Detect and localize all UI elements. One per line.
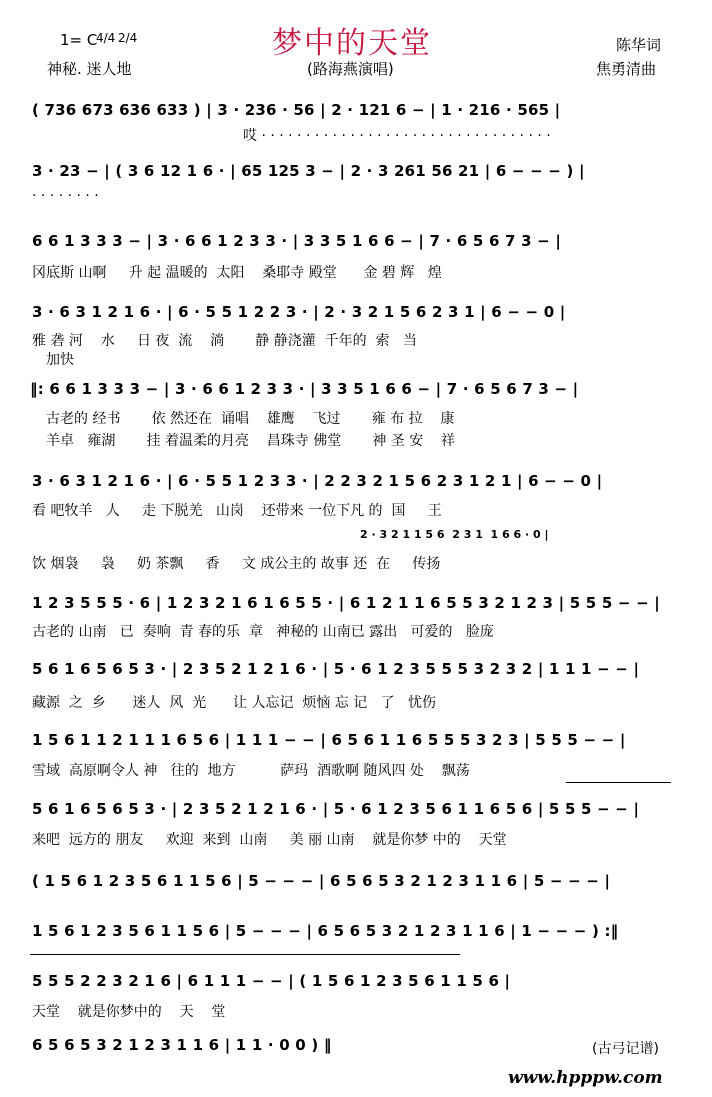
score-row-1-notes: ( 736 673 636 633 ) | 3 · 236 · 56 | 2 · 121 6 − | 1 · 216 · 565 | — [32, 101, 561, 119]
score-row-7-lyrics: 古老的 山南 已 奏响 青 春的乐 章 神秘的 山南已 露出 可爱的 脸庞 — [32, 624, 494, 640]
lyricist: 陈华词 — [616, 36, 662, 54]
time-signature-1: 4/4 — [96, 31, 116, 45]
mood-marking: 神秘. 迷人地 — [47, 60, 132, 78]
score-row-6-alt-notes: 2 · 3 2 1 1 5 6 2 3 1 1 6 6 · 0 | — [360, 528, 549, 541]
volta-1-line — [566, 782, 671, 783]
volta-2-line — [30, 954, 460, 955]
score-row-13-notes: 5 5 5 2 2 3 2 1 6 | 6 1 1 1 − − | ( 1 5 6 1 2 3 5 6 1 1 5 6 | — [32, 972, 511, 990]
key-signature: 1= C — [60, 31, 98, 49]
singer: (路海燕演唱) — [307, 60, 394, 78]
site-watermark: www.hpppw.com — [508, 1068, 663, 1088]
score-row-11-notes: ( 1 5 6 1 2 3 5 6 1 1 5 6 | 5 − − − | 6 5 6 5 3 2 1 2 3 1 1 6 | 5 − − − | — [32, 872, 611, 890]
score-row-13-lyrics: 天堂 就是你梦中的 天 堂 — [32, 1004, 226, 1020]
score-row-5-notes: ‖: 6 6 1 3 3 3 − | 3 · 6 6 1 2 3 3 · | 3 3 5 1 6 6 − | 7 · 6 5 6 7 3 − | — [30, 380, 579, 398]
score-row-10-lyrics: 来吧 远方的 朋友 欢迎 来到 山南 美 丽 山南 就是你梦 中的 天堂 — [32, 832, 507, 848]
score-row-3-lyrics: 冈底斯 山啊 升 起 温暖的 太阳 桑耶寺 殿堂 金 碧 辉 煌 — [32, 265, 442, 281]
score-row-4-notes: 3 · 6 3 1 2 1 6 · | 6 · 5 5 1 2 2 3 · | 2 · 3 2 1 5 6 2 3 1 | 6 − − 0 | — [32, 303, 566, 321]
composer: 焦勇清曲 — [596, 60, 657, 78]
score-row-4-lyrics: 雅 砻 河 水 日 夜 流 淌 静 静浇灌 千年的 索 当 — [32, 333, 417, 349]
tempo-marking: 加快 — [46, 352, 74, 368]
score-row-9-notes: 1 5 6 1 1 2 1 1 1 6 5 6 | 1 1 1 − − | 6 5 6 1 1 6 5 5 5 3 2 3 | 5 5 5 − − | — [32, 731, 626, 749]
score-row-2-notes: 3 · 23 − | ( 3 6 12 1 6 · | 65 125 3 − | 2 · 3 261 56 21 | 6 − − − ) | — [32, 162, 585, 180]
score-row-3-notes: 6 6 1 3 3 3 − | 3 · 6 6 1 2 3 3 · | 3 3 5 1 6 6 − | 7 · 6 5 6 7 3 − | — [32, 232, 561, 250]
score-row-6-lyrics: 看 吧牧羊 人 走 下脱羌 山岗 还带来 一位下凡 的 国 王 — [32, 503, 442, 519]
score-row-14-notes: 6 5 6 5 3 2 1 2 3 1 1 6 | 1 1 · 0 0 ) ‖ — [32, 1036, 332, 1054]
score-row-5-lyrics-verse-1: 古老的 经书 依 然还在 诵唱 雄鹰 飞过 雍 布 拉 康 — [46, 411, 455, 427]
score-row-1-lyrics: 哎 · · · · · · · · · · · · · · · · · · · · · · · · · · · · · · · · · — [243, 128, 551, 144]
score-row-6-lyrics-verse-2: 饮 烟袅 袅 奶 茶飘 香 文 成公主的 故事 还 在 传扬 — [32, 556, 441, 572]
score-row-7-notes: 1 2 3 5 5 5 · 6 | 1 2 3 2 1 6 1 6 5 5 · | 6 1 2 1 1 6 5 5 3 2 1 2 3 | 5 5 5 − − | — [32, 594, 660, 612]
song-title: 梦中的天堂 — [272, 26, 432, 61]
score-row-12-notes: 1 5 6 1 2 3 5 6 1 1 5 6 | 5 − − − | 6 5 6 5 3 2 1 2 3 1 1 6 | 1 − − − ) :‖ — [32, 922, 619, 940]
time-signature-2: 2/4 — [118, 31, 138, 45]
score-row-10-notes: 5 6 1 6 5 6 5 3 · | 2 3 5 2 1 2 1 6 · | 5 · 6 1 2 3 5 6 1 1 6 5 6 | 5 5 5 − − | — [32, 800, 640, 818]
score-row-2-lyrics: · · · · · · · · — [32, 188, 99, 204]
score-row-9-lyrics: 雪域 高原啊令人 神 往的 地方 萨玛 酒歌啊 随风四 处 飘荡 — [32, 763, 470, 779]
score-row-6-notes: 3 · 6 3 1 2 1 6 · | 6 · 5 5 1 2 3 3 · | 2 2 3 2 1 5 6 2 3 1 2 1 | 6 − − 0 | — [32, 472, 603, 490]
score-row-5-lyrics-verse-2: 羊卓 雍湖 挂 着温柔的月亮 昌珠寺 佛堂 神 圣 安 祥 — [46, 433, 456, 449]
score-row-8-notes: 5 6 1 6 5 6 5 3 · | 2 3 5 2 1 2 1 6 · | 5 · 6 1 2 3 5 5 5 3 2 3 2 | 1 1 1 − − | — [32, 660, 640, 678]
score-row-8-lyrics: 藏源 之 乡 迷人 风 光 让 人忘记 烦恼 忘 记 了 忧伤 — [32, 695, 436, 711]
transcriber-note: (古弓记谱) — [592, 1041, 659, 1057]
